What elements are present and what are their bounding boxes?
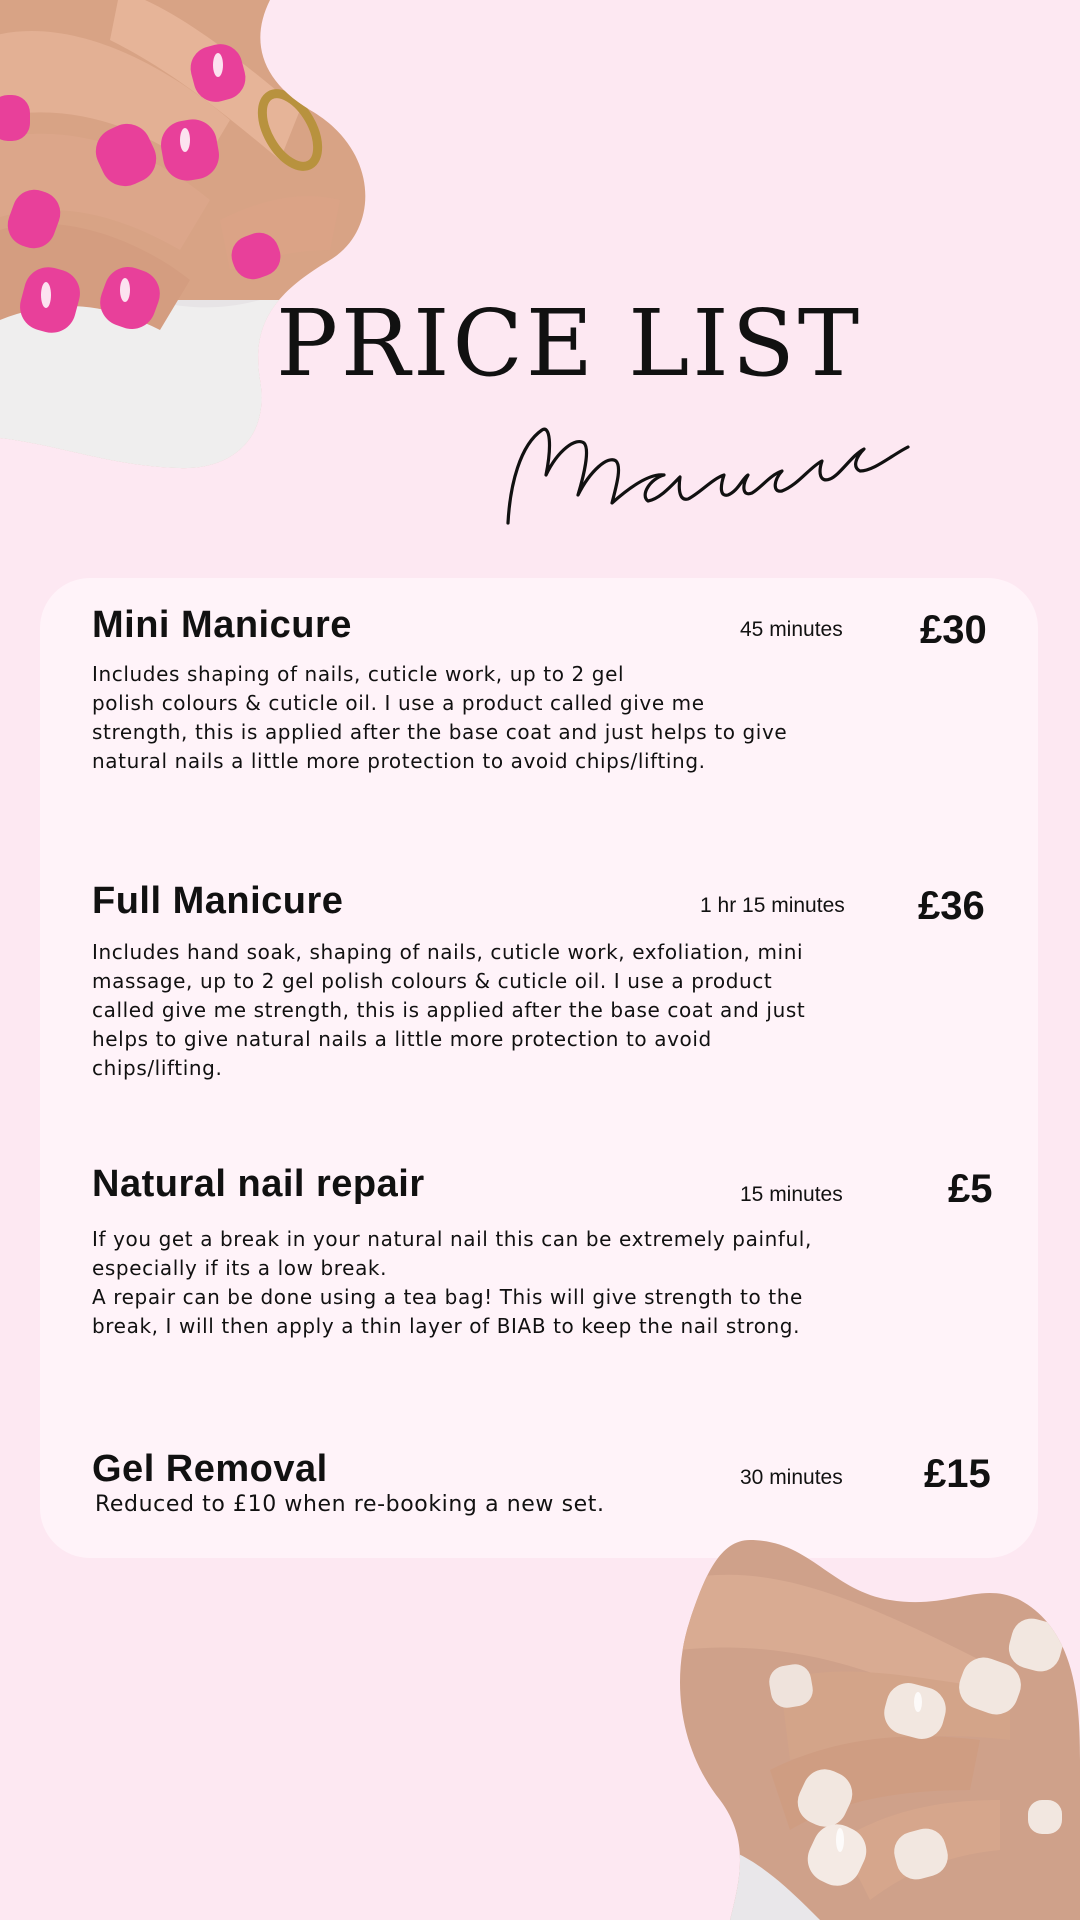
service-description: If you get a break in your natural nail this can be extremely painful, especially if its a low break. A repair can be done using a tea bag! This will give strength to the break, I will then apply a thin layer of BIAB to keep the nail strong.: [92, 1227, 812, 1338]
service-description: Includes hand soak, shaping of nails, cuticle work, exfoliation, mini massage, up to 2 gel polish colours & cuticle oil. I use a product called give me strength, this is applied after the base coat and just helps to give natural nails a little more protection to avoid chips/lifting.: [92, 940, 806, 1080]
service-name: Mini Manicure: [92, 604, 352, 646]
nude-nails-photo: [680, 1540, 1080, 1920]
category-script-label: [930, 375, 931, 376]
service-duration: 45 minutes: [740, 618, 843, 641]
manicure-script-lettering: [480, 375, 930, 545]
service-duration: 15 minutes: [740, 1183, 843, 1206]
pink-nails-photo: [0, 0, 370, 470]
page-title: PRICE LIST: [276, 290, 863, 397]
service-price: £36: [918, 884, 985, 928]
service-duration: 1 hr 15 minutes: [700, 894, 845, 917]
service-price: £15: [924, 1452, 991, 1496]
service-name: Full Manicure: [92, 880, 344, 922]
service-name: Natural nail repair: [92, 1163, 425, 1205]
service-duration: 30 minutes: [740, 1466, 843, 1489]
category-script-title: [480, 375, 930, 545]
service-price: £5: [948, 1167, 993, 1211]
service-name: Gel Removal: [92, 1448, 328, 1490]
service-price: £30: [920, 608, 987, 652]
service-description: Reduced to £10 when re-booking a new set.: [95, 1492, 605, 1517]
service-item: [92, 880, 1012, 1100]
service-item: [92, 1163, 1012, 1363]
service-description: Includes shaping of nails, cuticle work, up to 2 gel polish colours & cuticle oil. I use a product called give me strength, this is applied after the base coat and just helps to give natural nails a little more protection to avoid chips/lifting.: [92, 662, 788, 773]
service-item: [92, 604, 1012, 784]
service-item: [92, 1448, 1012, 1538]
price-list-card: [40, 578, 1038, 1558]
